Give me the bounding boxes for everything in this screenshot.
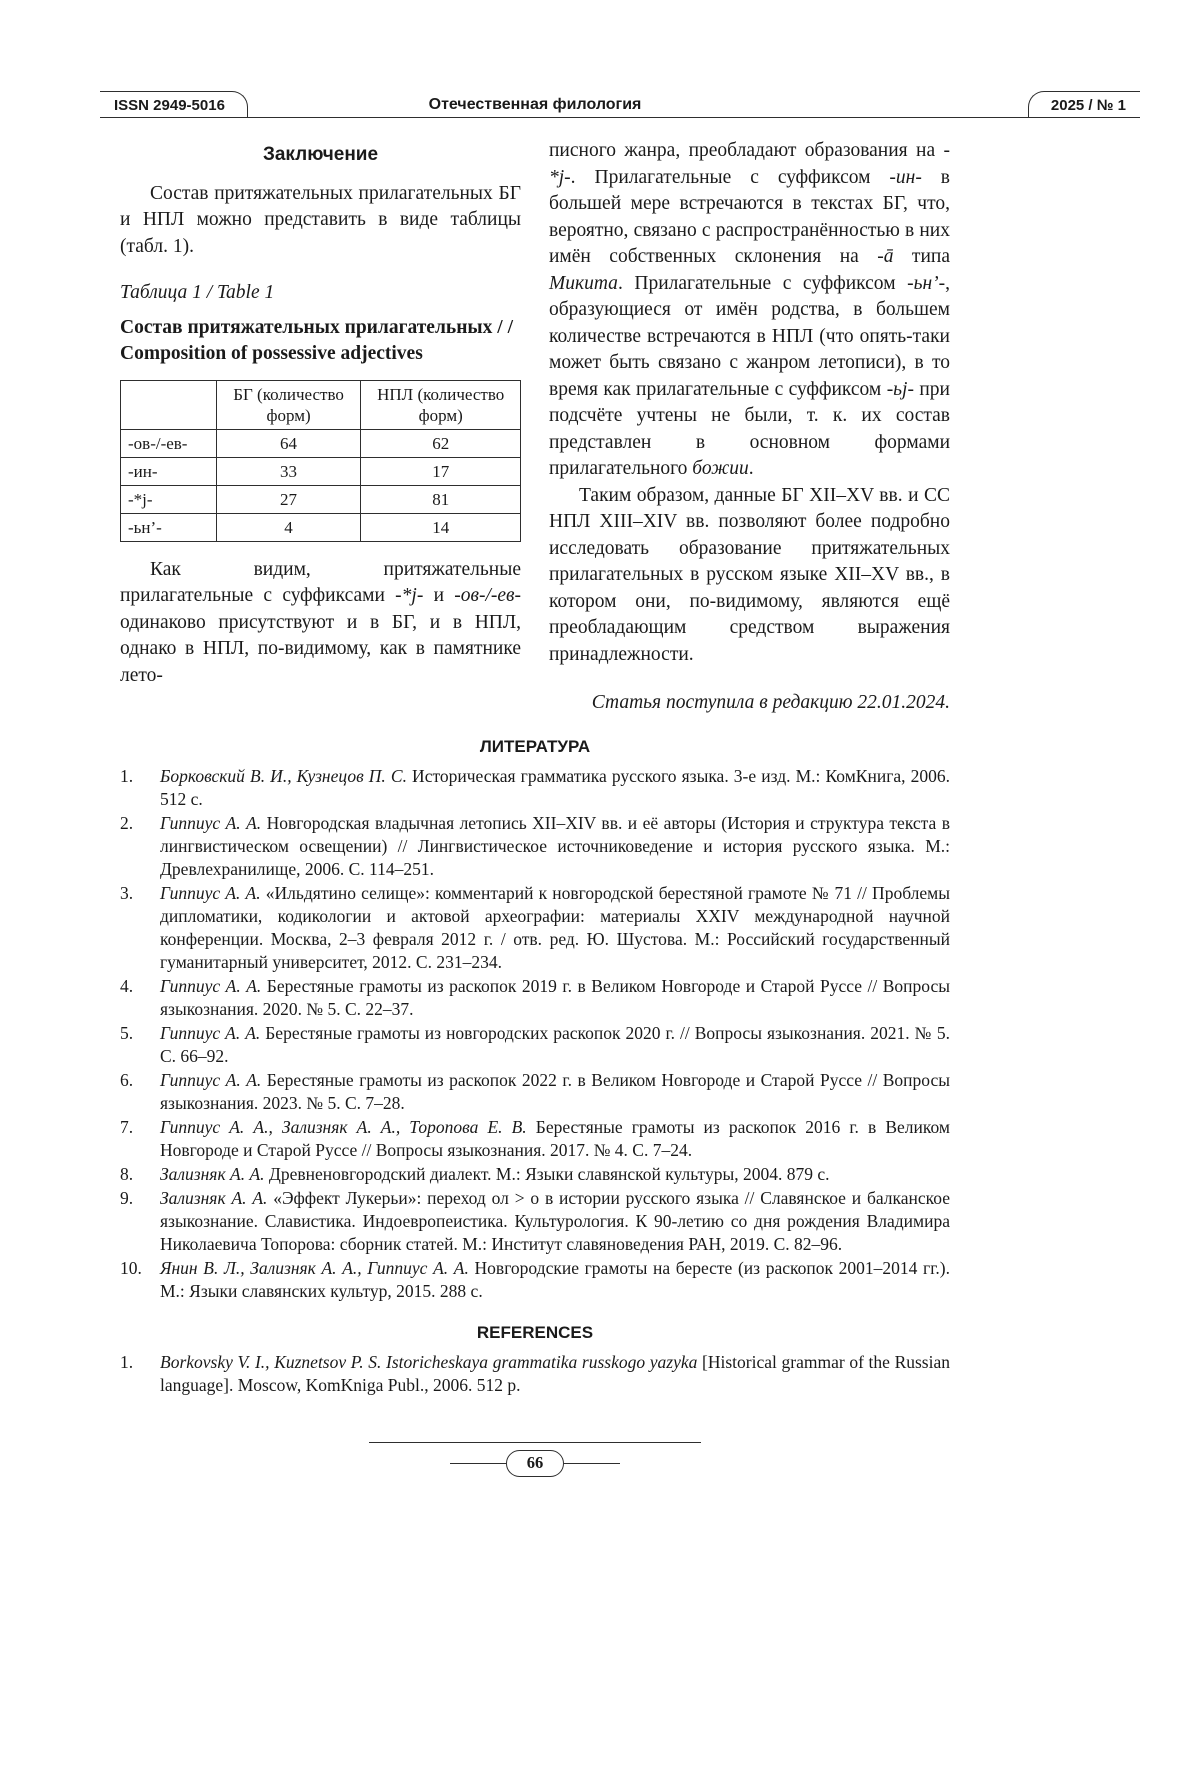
footer-right-segment [564, 1463, 620, 1464]
table-col-bg: БГ (количество форм) [216, 380, 361, 429]
reference-text: Зализняк А. А. «Эффект Лукерьи»: переход ол > о в истории русского языка // Славянское и балканское языкознание. Славистика. Индоевропеистика. Культурология. К 90-летию со дня рождения Владимира Николаевича Топорова: сборник статей. М.: Институт славяноведения РАН, 2019. С. 82–96. [160, 1187, 950, 1254]
reference-number: 4. [120, 975, 134, 996]
reference-text: Гиппиус А. А. «Ильдятино селище»: комментарий к новгородской берестяной грамоте № 71 // Проблемы дипломатики, кодикологии и актовой археографии: материалы XXIV международной научной конференции. Москва, 2–3 февраля 2012 г. / отв. ред. Ю. Шустова. М.: Российский государственный гуманитарный университет, 2012. С. 231–234. [160, 882, 950, 972]
suffix-label: -ьн’- [121, 513, 217, 541]
conclusion-heading: Заключение [262, 144, 379, 165]
reference-text: Гиппиус А. А. Берестяные грамоты из раскопок 2019 г. в Великом Новгороде и Старой Руссе // Вопросы языкознания. 2020. № 5. С. 22–37. [160, 975, 950, 1019]
bg-value: 33 [216, 457, 361, 485]
table-row [121, 429, 521, 457]
reference-number: 2. [120, 812, 134, 833]
table-row [121, 485, 521, 513]
two-column-text [120, 138, 950, 717]
reference-number: 7. [120, 1116, 134, 1137]
suffix-label: -ов-/-ев- [121, 429, 217, 457]
table-corner-cell [121, 380, 217, 429]
after-table-paragraph: Как видим, притяжательные прилагательные с суффиксами -*j- и -ов-/-ев- одинаково присутствуют и в БГ, и в НПЛ, однако в НПЛ, по-видимому, как в памятнике лето- [120, 558, 522, 686]
possessive-adjectives-table [120, 380, 521, 542]
reference-item [120, 812, 950, 881]
reference-item [120, 1257, 950, 1303]
suffix-label: -*j- [121, 485, 217, 513]
reference-number: 5. [120, 1022, 134, 1043]
issue-badge [1028, 91, 1140, 118]
header-rule [100, 117, 1140, 118]
literature-heading: ЛИТЕРАТУРА [479, 736, 591, 756]
npl-value: 81 [361, 485, 521, 513]
suffix-label: -ин- [121, 457, 217, 485]
continuation-paragraph: писного жанра, преобладают образования на -*j-. Прилагательные с суффиксом -ин- в большей мере встречаются в текстах БГ, что, вероятно, связано с распространённостью в них имён собственных склонения на -ā типа Микита. Прилагательные с суффиксом -ьн’-, образующиеся от имён родства, в большем количестве встречаются в НПЛ (что опять-таки может быть связано с жанром летописи), в то время как прилагательные с суффиксом -ьj- при подсчёте учтены не были, т. к. их состав представлен в основном формами прилагательного божии. [549, 140, 950, 479]
table-header-row [121, 380, 521, 429]
reference-number: 8. [120, 1163, 134, 1184]
npl-value: 62 [361, 429, 521, 457]
reference-number: 9. [120, 1187, 134, 1208]
references-heading: REFERENCES [476, 1322, 594, 1342]
reference-item [120, 1022, 950, 1068]
table-caption: Состав притяжательных прилагательных / / Composition of possessive adjectives [120, 316, 513, 364]
reference-item [120, 882, 950, 974]
npl-value: 17 [361, 457, 521, 485]
reference-text: Borkovsky V. I., Kuznetsov P. S. Istoricheskaya grammatika russkogo yazyka [Historical grammar of the Russian language]. Moscow, KomKniga Publ., 2006. 512 p. [160, 1351, 950, 1395]
reference-item [120, 1069, 950, 1115]
left-column [120, 138, 521, 717]
footer-left-segment [450, 1463, 506, 1464]
reference-text: Борковский В. И., Кузнецов П. С. Историческая грамматика русского языка. 3-е изд. М.: КомКнига, 2006. 512 с. [160, 765, 950, 809]
bg-value: 64 [216, 429, 361, 457]
issue-text: 2025 / № 1 [1050, 96, 1126, 114]
reference-number: 1. [120, 1351, 134, 1372]
article-body [120, 138, 950, 1398]
footer-rule [369, 1442, 701, 1443]
reference-text: Гиппиус А. А. Берестяные грамоты из новгородских раскопок 2020 г. // Вопросы языкознания. 2021. № 5. С. 66–92. [160, 1022, 950, 1066]
reference-number: 6. [120, 1069, 134, 1090]
reference-text: Янин В. Л., Зализняк А. А., Гиппиус А. А. Новгородские грамоты на бересте (из раскопок 2001–2014 гг.). М.: Языки славянских культур, 2015. 288 с. [160, 1257, 950, 1301]
right-column [549, 138, 950, 717]
table-col-npl: НПЛ (количество форм) [361, 380, 521, 429]
received-date-note: Статья поступила в редакцию 22.01.2024. [591, 692, 950, 713]
reference-item [120, 1116, 950, 1162]
table-label: Таблица 1 / Table 1 [120, 282, 275, 303]
reference-item [120, 765, 950, 811]
journal-title: Отечественная филология [428, 96, 642, 113]
reference-text: Зализняк А. А. Древненовгородский диалект. М.: Языки славянской культуры, 2004. 879 с. [160, 1163, 830, 1184]
bg-value: 27 [216, 485, 361, 513]
reference-number: 1. [120, 765, 134, 786]
footer-ornament [120, 1450, 950, 1477]
reference-item [120, 1351, 950, 1397]
reference-text: Гиппиус А. А. Берестяные грамоты из раскопок 2022 г. в Великом Новгороде и Старой Руссе // Вопросы языкознания. 2023. № 5. С. 7–28. [160, 1069, 950, 1113]
reference-item [120, 1187, 950, 1256]
reference-number: 10. [120, 1257, 142, 1278]
reference-text: Гиппиус А. А. Новгородская владычная летопись XII–XIV вв. и её авторы (История и структура текста в лингвистическом освещении) // Лингвистическое источниковедение и история русского языка. М.: Древлехранилище, 2006. С. 114–251. [160, 812, 950, 879]
table-row [121, 513, 521, 541]
reference-item [120, 1163, 950, 1186]
references-list [120, 1351, 950, 1397]
page-number-badge: 66 [506, 1450, 564, 1477]
issn-text: ISSN 2949-5016 [114, 96, 225, 114]
intro-paragraph: Состав притяжательных прилагательных БГ и НПЛ можно представить в виде таблицы (табл. 1). [120, 182, 521, 257]
table-row [121, 457, 521, 485]
summary-paragraph: Таким образом, данные БГ XII–XV вв. и СС НПЛ XIII–XIV вв. позволяют более подробно исследовать образование притяжательных прилагательных в русском языке XII–XV вв., в котором они, по-видимому, являются ещё преобладающим средством выражения принадлежности. [549, 484, 950, 665]
reference-text: Гиппиус А. А., Зализняк А. А., Торопова Е. В. Берестяные грамоты из раскопок 2016 г. в Великом Новгороде и Старой Руссе // Вопросы языкознания. 2017. № 4. С. 7–24. [160, 1116, 950, 1160]
literature-list [120, 765, 950, 1303]
reference-item [120, 975, 950, 1021]
page-footer [120, 1442, 950, 1477]
npl-value: 14 [361, 513, 521, 541]
bg-value: 4 [216, 513, 361, 541]
reference-number: 3. [120, 882, 134, 903]
